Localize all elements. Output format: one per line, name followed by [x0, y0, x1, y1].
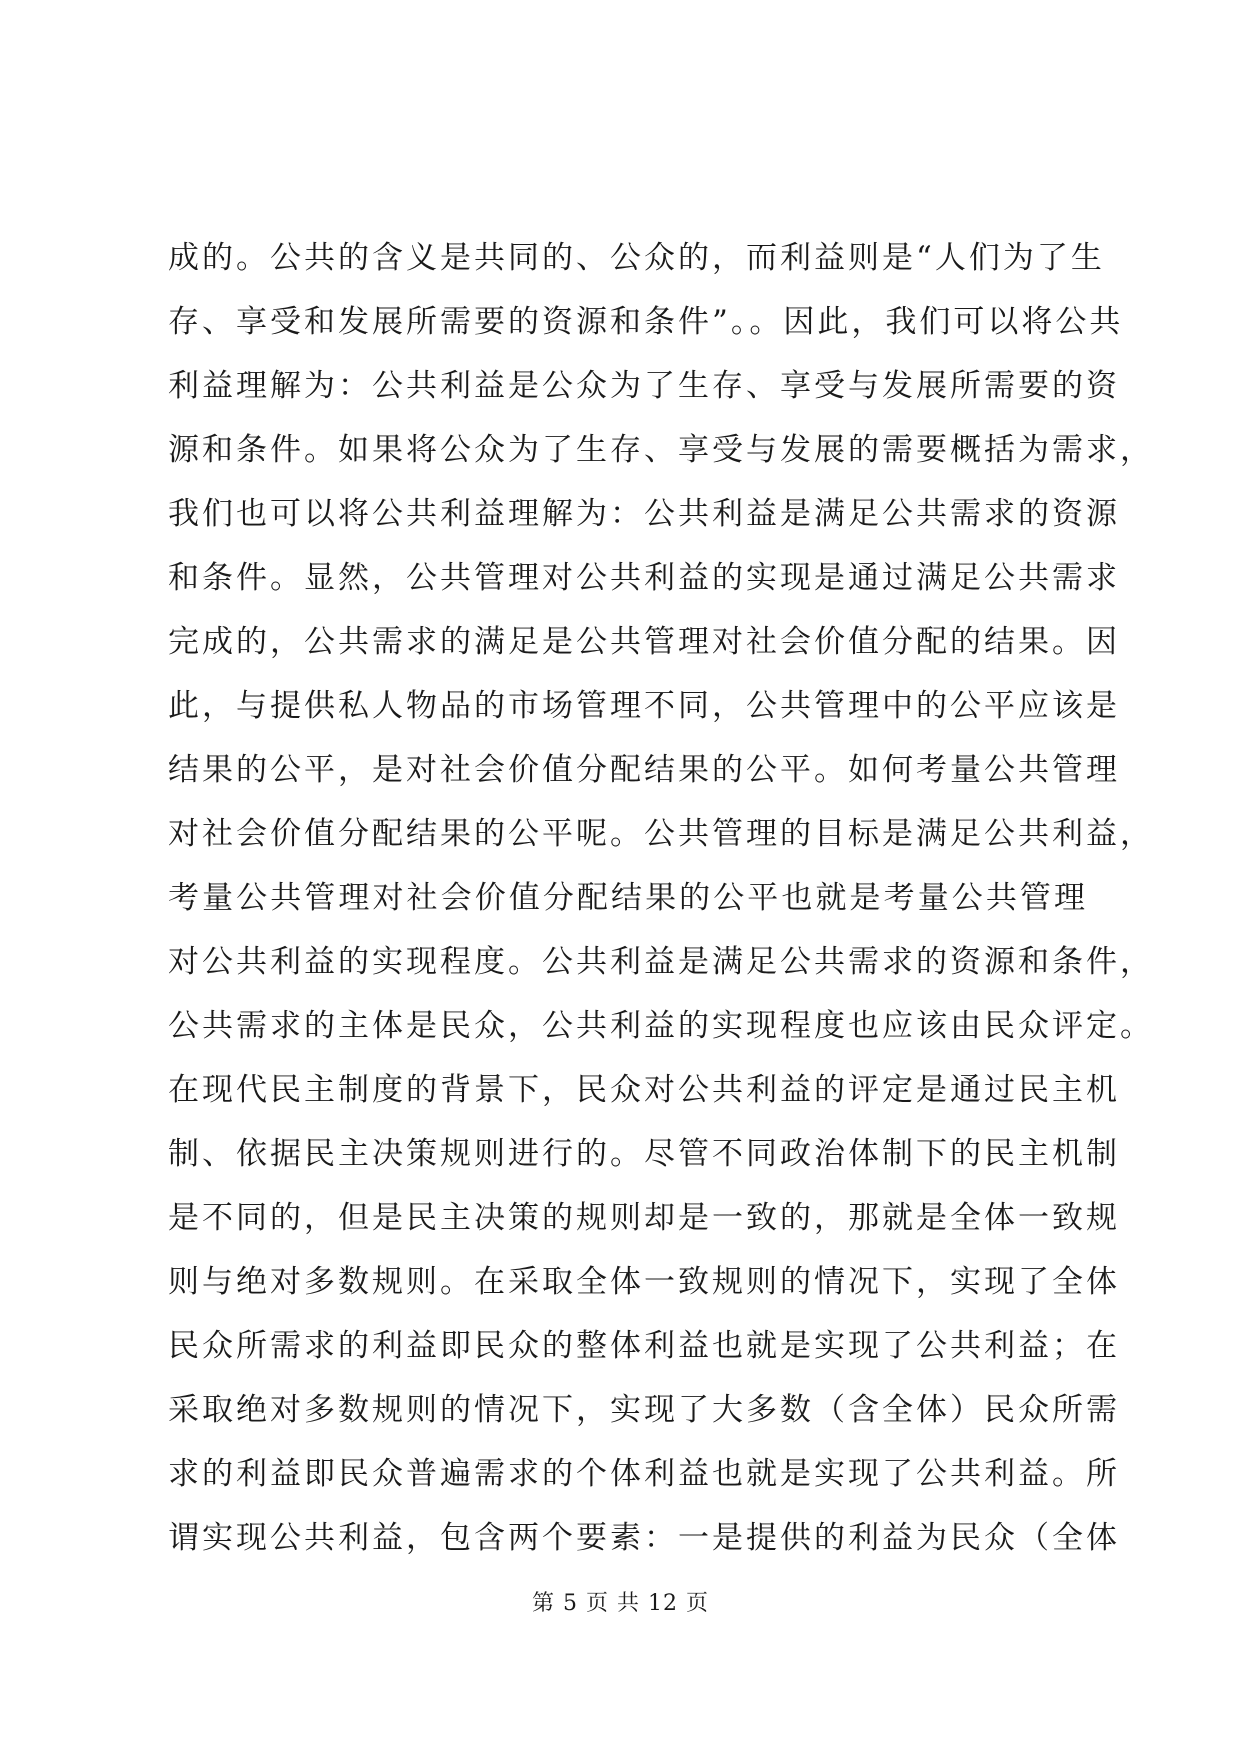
- document-body: [168, 226, 1154, 1570]
- page-number-footer: 第 5 页 共 12 页: [532, 1591, 709, 1616]
- text-line: 制、依据民主决策规则进行的。尽管不同政治体制下的民主机制: [168, 1136, 1120, 1172]
- text-line: 考量公共管理对社会价值分配结果的公平也就是考量公共管理: [168, 880, 1088, 916]
- text-line: 则与绝对多数规则。在采取全体一致规则的情况下，实现了全体: [168, 1264, 1120, 1300]
- text-line: 此，与提供私人物品的市场管理不同，公共管理中的公平应该是: [168, 688, 1120, 724]
- text-line: 民众所需求的利益即民众的整体利益也就是实现了公共利益；在: [168, 1328, 1120, 1364]
- text-line: 我们也可以将公共利益理解为：公共利益是满足公共需求的资源: [168, 496, 1120, 532]
- text-line: 利益理解为：公共利益是公众为了生存、享受与发展所需要的资: [168, 368, 1120, 404]
- text-line: 结果的公平，是对社会价值分配结果的公平。如何考量公共管理: [168, 752, 1120, 788]
- text-line: 是不同的，但是民主决策的规则却是一致的，那就是全体一致规: [168, 1200, 1120, 1236]
- text-line: 对社会价值分配结果的公平呢。公共管理的目标是满足公共利益，: [168, 816, 1154, 852]
- text-line: 对公共利益的实现程度。公共利益是满足公共需求的资源和条件，: [168, 944, 1154, 980]
- text-line: 成的。公共的含义是共同的、公众的，而利益则是“人们为了生: [168, 240, 1105, 276]
- text-line: 源和条件。如果将公众为了生存、享受与发展的需要概括为需求，: [168, 432, 1154, 468]
- text-line: 完成的，公共需求的满足是公共管理对社会价值分配的结果。因: [168, 624, 1120, 660]
- text-line: 求的利益即民众普遍需求的个体利益也就是实现了公共利益。所: [168, 1456, 1120, 1492]
- text-line: 存、享受和发展所需要的资源和条件”。。因此，我们可以将公共: [168, 304, 1124, 340]
- text-line: 采取绝对多数规则的情况下，实现了大多数（含全体）民众所需: [168, 1392, 1120, 1428]
- text-line: 和条件。显然，公共管理对公共利益的实现是通过满足公共需求: [168, 560, 1120, 596]
- text-line: 在现代民主制度的背景下，民众对公共利益的评定是通过民主机: [168, 1072, 1120, 1108]
- text-line: 公共需求的主体是民众，公共利益的实现程度也应该由民众评定。: [168, 1008, 1154, 1044]
- text-line: 谓实现公共利益，包含两个要素：一是提供的利益为民众（全体: [168, 1520, 1120, 1556]
